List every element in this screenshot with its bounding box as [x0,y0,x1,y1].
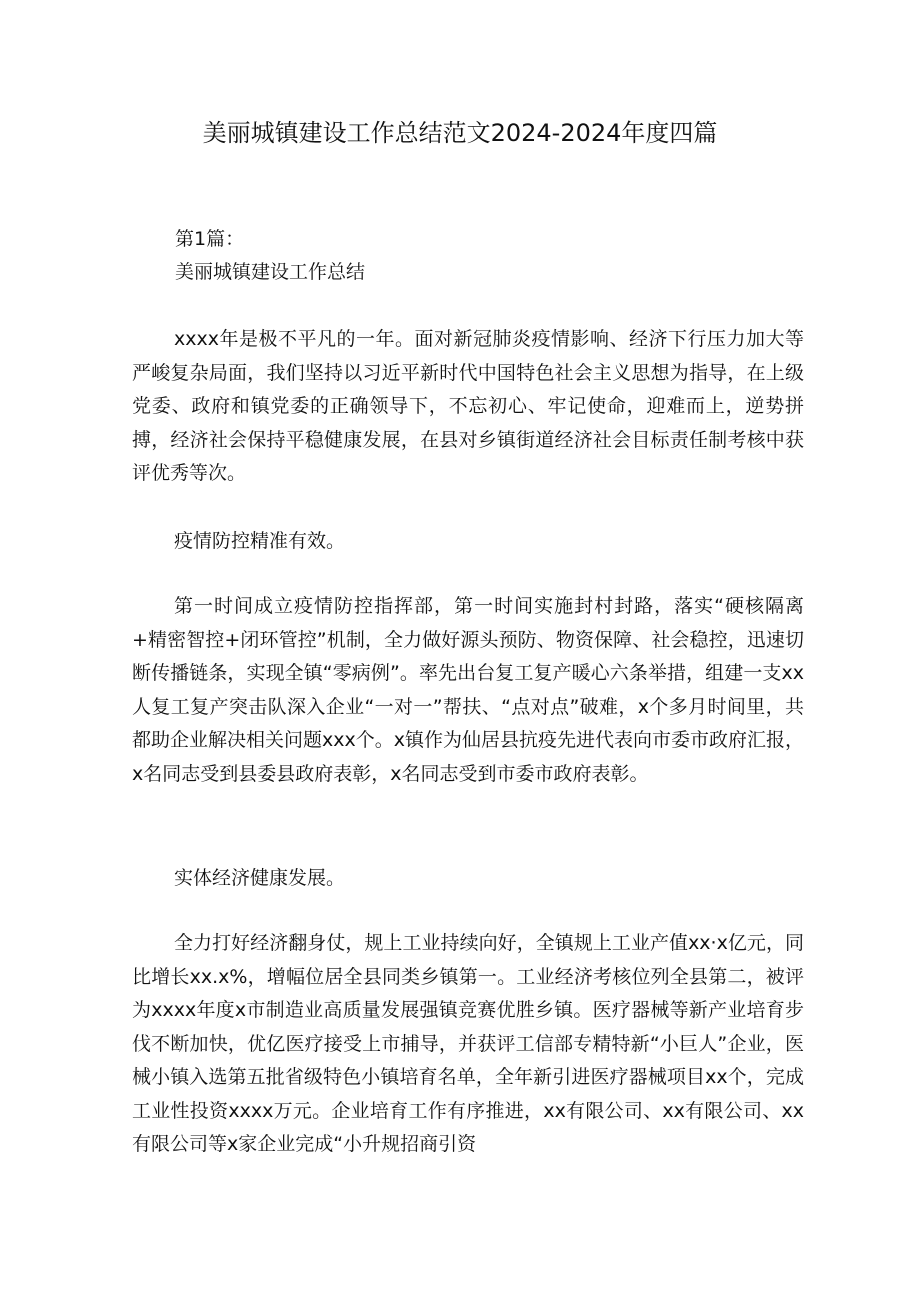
document-title: 美丽城镇建设工作总结范文2024-2024年度四篇 [202,119,718,147]
section-heading-epidemic: 疫情防控精准有效。 [174,530,346,552]
part-title: 美丽城镇建设工作总结 [175,261,366,283]
part-label: 第1篇： [175,228,245,250]
body-paragraph: xxxx年是极不平凡的一年。面对新冠肺炎疫情影响、经济下行压力加大等严峻复杂局面，我们坚持以习近平新时代中国特色社会主义思想为指导，在上级党委、政府和镇党委的正确领导下，不忘初心、牢记使命，迎难而上，逆势拼搏，经济社会保持平稳健康发展，在县对乡镇街道经济社会目标责任制考核中获评优秀等次。 [132,328,804,484]
section-heading-economy: 实体经济健康发展。 [174,867,346,889]
body-paragraph: 全力打好经济翻身仗，规上工业持续向好，全镇规上工业产值xx·x亿元，同比增长xx.x%，增幅位居全县同类乡镇第一。工业经济考核位列全县第二，被评为xxxx年度x市制造业高质量发展强镇竞赛优胜乡镇。医疗器械等新产业培育步伐不断加快，优亿医疗接受上市捕导，并获评工信部专精特新“小巨人”企业，医械小镇入选第五批省级特色小镇培育名单，全年新引进医疗器械项目xx个，完成工业性投资xxxx万元。企业培育工作有序推进，xx有限公司、xx有限公司、xx有限公司等x家企业完成“小升规招商引资 [132,932,804,1155]
body-paragraph: 第一时间成立疫情防控指挥部，第一时间实施封村封路，落实“硬核隔离+精密智控+闭环管控”机制，全力做好源头预防、物资保障、社会稳控，迅速切断传播链条，实现全镇“零病例”。率先出台复工复产暖心六条举措，组建一支xx人复工复产突击队深入企业“一对一”帮扶、“点对点”破难，x个多月时间里，共都助企业解决相关问题xxx个。x镇作为仙居县抗疫先进代表向市委市政府汇报，x名同志受到县委县政府表彰，x名同志受到市委市政府表彰。 [132,595,804,785]
